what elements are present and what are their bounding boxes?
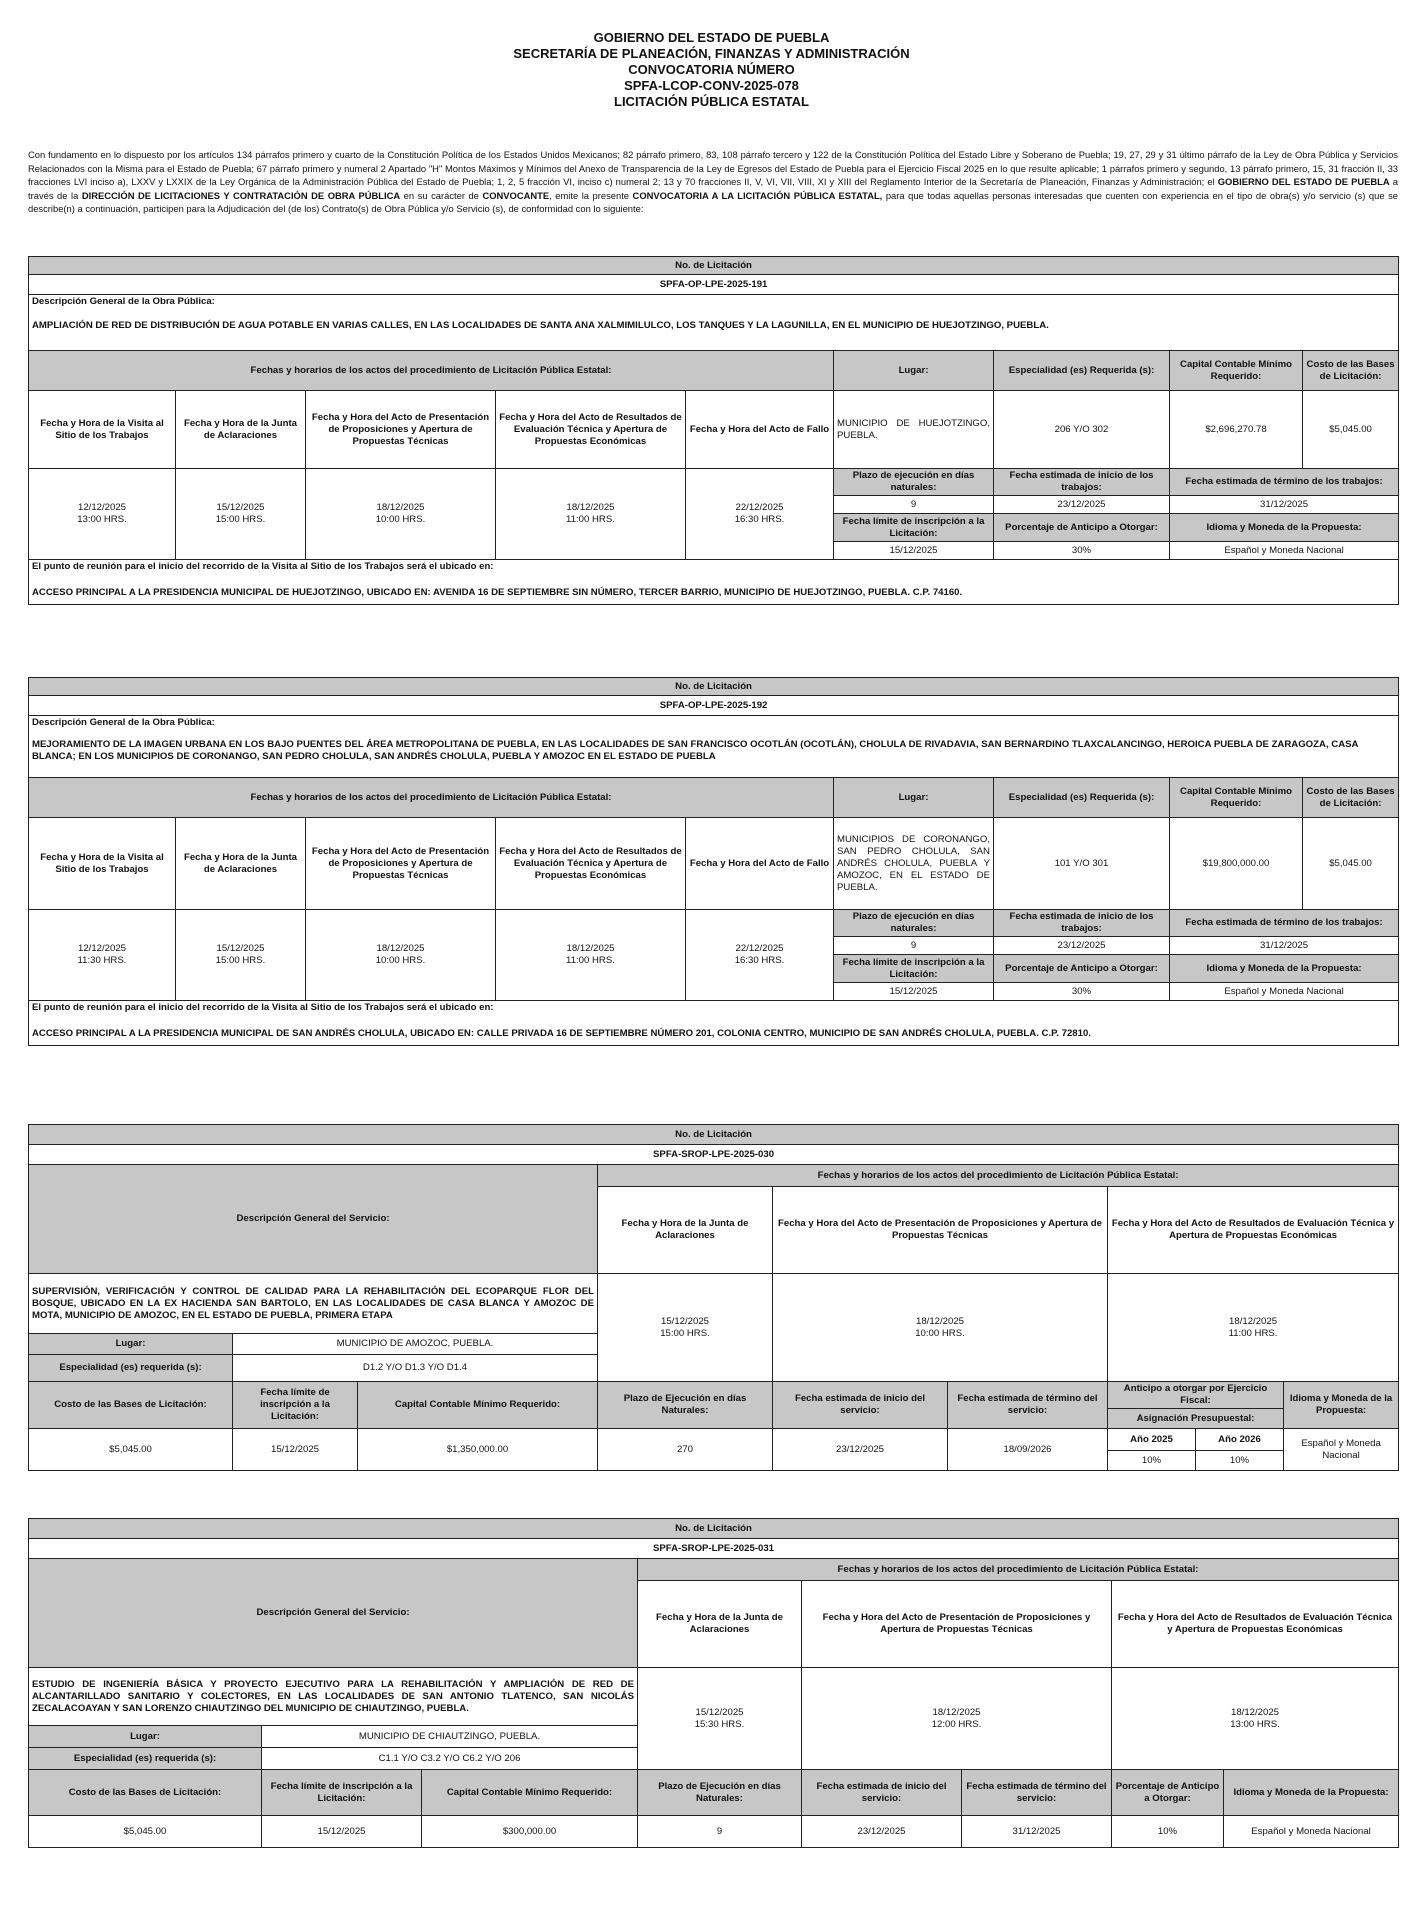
presentacion-date: 18/12/2025 <box>915 1315 964 1327</box>
presentacion-time: 10:00 HRS. <box>915 1327 965 1339</box>
fallo-time: 16:30 HRS. <box>734 514 785 525</box>
presentacion-value <box>306 469 496 560</box>
licitacion-table-192 <box>28 677 1399 1046</box>
resultados-time: 13:00 HRS. <box>1230 1718 1280 1730</box>
fechas-header: Fechas y horarios de los actos del procedimiento de Licitación Pública Estatal: <box>638 1559 1399 1581</box>
lugar-label: Lugar: <box>29 1334 233 1355</box>
anticipo-value: 10% <box>1112 1816 1224 1848</box>
resultados-label: Fecha y Hora del Acto de Resultados de Evaluación Técnica y Apertura de Propuestas Económicas <box>496 818 686 910</box>
costo-value: $5,045.00 <box>29 1429 233 1471</box>
lugar-value: MUNICIPIO DE AMOZOC, PUEBLA. <box>233 1334 598 1355</box>
termino-label: Fecha estimada de término del servicio: <box>962 1770 1112 1816</box>
description-label: Descripción General del Servicio: <box>29 1165 598 1274</box>
capital-label: Capital Contable Mínimo Requerido: <box>358 1382 598 1429</box>
inicio-label: Fecha estimada de inicio de los trabajos: <box>994 910 1170 937</box>
inicio-value: 23/12/2025 <box>994 937 1170 955</box>
fechas-header: Fechas y horarios de los actos del procedimiento de Licitación Pública Estatal: <box>29 351 834 391</box>
plazo-label: Plazo de Ejecución en días Naturales: <box>598 1382 773 1429</box>
presentacion-time: 10:00 HRS. <box>375 514 426 525</box>
idioma-value: Español y Moneda Nacional <box>1284 1429 1399 1471</box>
anticipo-value: 30% <box>994 542 1170 560</box>
anio-2025-label: Año 2025 <box>1108 1429 1196 1451</box>
presentacion-date: 18/12/2025 <box>932 1706 981 1718</box>
punto-reunion-text: ACCESO PRINCIPAL A LA PRESIDENCIA MUNICIPAL DE SAN ANDRÉS CHOLULA, UBICADO EN: CALLE PRIVADA 16 DE SEPTIEMBRE NÚMERO 201, COLONIA CENTRO, MUNICIPIO DE SAN ANDRÉS CHOLULA, PUEBLA. C.P. 72810. <box>32 1028 1091 1039</box>
presentacion-value <box>773 1274 1108 1382</box>
intro-text-2: a través de la <box>28 176 1398 201</box>
intro-bold-3: CONVOCANTE <box>482 189 550 201</box>
description-cell <box>29 295 1399 351</box>
resultados-date: 18/12/2025 <box>566 502 615 513</box>
junta-value <box>638 1668 802 1770</box>
header-convocatoria-label: CONVOCATORIA NÚMERO <box>628 62 795 77</box>
fallo-time: 16:30 HRS. <box>734 955 785 966</box>
presentacion-label: Fecha y Hora del Acto de Presentación de Proposiciones y Apertura de Propuestas Técnicas <box>306 818 496 910</box>
fecha-limite-value: 15/12/2025 <box>834 542 994 560</box>
junta-date: 15/12/2025 <box>216 502 265 513</box>
description-text: MEJORAMIENTO DE LA IMAGEN URBANA EN LOS BAJO PUENTES DEL ÁREA METROPOLITANA DE PUEBLA, EN LAS LOCALIDADES DE SAN FRANCISCO OCOTLÁN (OCOTLÁN), CHOLULA DE RIVADAVIA, SAN BERNARDINO TLAXCALANCINGO, HEROICA PUEBLA DE ZARAGOZA, CASA BLANCA; EN LOS MUNICIPIOS DE CORONANGO, SAN PEDRO CHOLULA, SAN ANDRÉS CHOLULA, PUEBLA Y AMOZOC EN EL ESTADO DE PUEBLA <box>32 739 1359 762</box>
punto-reunion-label: El punto de reunión para el inicio del recorrido de la Visita al Sitio de los Trabajos será el ubicado en: <box>32 561 494 572</box>
resultados-date: 18/12/2025 <box>566 943 615 954</box>
junta-time: 15:30 HRS. <box>694 1718 745 1730</box>
visita-time: 11:30 HRS. <box>77 955 127 966</box>
especialidad-value: C1.1 Y/O C3.2 Y/O C6.2 Y/O 206 <box>262 1748 638 1770</box>
inicio-value: 23/12/2025 <box>994 496 1170 514</box>
intro-text-4: , emite la presente <box>549 189 633 201</box>
junta-value <box>176 469 306 560</box>
idioma-label: Idioma y Moneda de la Propuesta: <box>1224 1770 1399 1816</box>
no-licitacion-label: No. de Licitación <box>29 257 1399 275</box>
costo-bases-label: Costo de las Bases de Licitación: <box>29 1382 233 1429</box>
costo-bases-label: Costo de las Bases de Licitación: <box>1303 778 1399 818</box>
junta-label: Fecha y Hora de la Junta de Aclaraciones <box>176 391 306 469</box>
costo-bases-label: Costo de las Bases de Licitación: <box>1303 351 1399 391</box>
inicio-value: 23/12/2025 <box>802 1816 962 1848</box>
plazo-label: Plazo de Ejecución en días Naturales: <box>638 1770 802 1816</box>
resultados-label: Fecha y Hora del Acto de Resultados de Evaluación Técnica y Apertura de Propuestas Económicas <box>1108 1187 1399 1274</box>
header-secretariat: SECRETARÍA DE PLANEACIÓN, FINANZAS Y ADMINISTRACIÓN <box>513 46 910 61</box>
presentacion-time: 10:00 HRS. <box>375 955 426 966</box>
anticipo-label: Porcentaje de Anticipo a Otorgar: <box>994 955 1170 983</box>
presentacion-label: Fecha y Hora del Acto de Presentación de Proposiciones y Apertura de Propuestas Técnicas <box>306 391 496 469</box>
resultados-value <box>496 469 686 560</box>
header-government: GOBIERNO DEL ESTADO DE PUEBLA <box>593 30 830 45</box>
intro-bold-1: GOBIERNO DEL ESTADO DE PUEBLA <box>1217 176 1390 187</box>
resultados-label: Fecha y Hora del Acto de Resultados de Evaluación Técnica y Apertura de Propuestas Económicas <box>1112 1581 1399 1668</box>
junta-date: 15/12/2025 <box>216 943 265 954</box>
capital-value: $2,696,270.78 <box>1170 391 1303 469</box>
fecha-limite-value: 15/12/2025 <box>262 1816 422 1848</box>
anticipo-2026-value: 10% <box>1196 1451 1284 1471</box>
description-text: AMPLIACIÓN DE RED DE DISTRIBUCIÓN DE AGUA POTABLE EN VARIAS CALLES, EN LAS LOCALIDADES DE SANTA ANA XALMIMILULCO, LOS TANQUES Y LA LAGUNILLA, EN EL MUNICIPIO DE HUEJOTZINGO, PUEBLA. <box>32 320 1049 331</box>
termino-label: Fecha estimada de término de los trabajos: <box>1170 910 1399 937</box>
junta-label: Fecha y Hora de la Junta de Aclaraciones <box>638 1581 802 1668</box>
junta-time: 15:00 HRS. <box>215 514 266 525</box>
lugar-label: Lugar: <box>834 351 994 391</box>
capital-value: $1,350,000.00 <box>358 1429 598 1471</box>
inicio-label: Fecha estimada de inicio de los trabajos: <box>994 469 1170 496</box>
header-convocatoria-number: SPFA-LCOP-CONV-2025-078 <box>624 78 799 93</box>
idioma-label: Idioma y Moneda de la Propuesta: <box>1170 955 1399 983</box>
fecha-limite-label: Fecha límite de inscripción a la Licitación: <box>262 1770 422 1816</box>
asignacion-label: Asignación Presupuestal: <box>1108 1409 1284 1429</box>
fechas-header: Fechas y horarios de los actos del procedimiento de Licitación Pública Estatal: <box>29 778 834 818</box>
presentacion-label: Fecha y Hora del Acto de Presentación de Proposiciones y Apertura de Propuestas Técnicas <box>773 1187 1108 1274</box>
visita-label: Fecha y Hora de la Visita al Sitio de los Trabajos <box>29 818 176 910</box>
capital-value: $19,800,000.00 <box>1170 818 1303 910</box>
anticipo-label: Porcentaje de Anticipo a Otorgar: <box>1112 1770 1224 1816</box>
resultados-time: 11:00 HRS. <box>1228 1327 1278 1339</box>
intro-bold-4: CONVOCATORIA A LA LICITACIÓN PÚBLICA ESTATAL, <box>632 189 883 201</box>
resultados-value <box>1108 1274 1399 1382</box>
fallo-date: 22/12/2025 <box>735 943 784 954</box>
especialidad-label: Especialidad (es) Requerida (s): <box>994 351 1170 391</box>
plazo-value: 9 <box>834 937 994 955</box>
fallo-date: 22/12/2025 <box>735 502 784 513</box>
resultados-value <box>496 910 686 1001</box>
fecha-limite-value: 15/12/2025 <box>233 1429 358 1471</box>
plazo-label: Plazo de ejecución en días naturales: <box>834 469 994 496</box>
licitacion-table-030 <box>28 1124 1399 1471</box>
fecha-limite-label: Fecha límite de inscripción a la Licitación: <box>834 514 994 542</box>
plazo-value: 270 <box>598 1429 773 1471</box>
anio-2026-label: Año 2026 <box>1196 1429 1284 1451</box>
fallo-value <box>686 469 834 560</box>
description-label: Descripción General de la Obra Pública: <box>32 717 215 728</box>
visita-date: 12/12/2025 <box>77 943 126 954</box>
fallo-label: Fecha y Hora del Acto de Fallo <box>686 818 834 910</box>
resultados-time: 11:00 HRS. <box>566 514 615 525</box>
junta-date: 15/12/2025 <box>695 1706 744 1718</box>
costo-value: $5,045.00 <box>1303 391 1399 469</box>
termino-label: Fecha estimada de término de los trabajos: <box>1170 469 1399 496</box>
especialidad-value: 206 Y/O 302 <box>994 391 1170 469</box>
anticipo-label: Porcentaje de Anticipo a Otorgar: <box>994 514 1170 542</box>
licitacion-table-031 <box>28 1518 1399 1848</box>
capital-label: Capital Contable Mínimo Requerido: <box>422 1770 638 1816</box>
junta-time: 15:00 HRS. <box>660 1327 710 1339</box>
fecha-limite-label: Fecha límite de inscripción a la Licitación: <box>233 1382 358 1429</box>
anticipo-ejercicio-label: Anticipo a otorgar por Ejercicio Fiscal: <box>1108 1382 1284 1409</box>
no-licitacion-label: No. de Licitación <box>29 1519 1399 1539</box>
intro-bold-2: DIRECCIÓN DE LICITACIONES Y CONTRATACIÓN DE OBRA PÚBLICA <box>81 189 401 201</box>
capital-label: Capital Contable Mínimo Requerido: <box>1170 778 1303 818</box>
plazo-label: Plazo de ejecución en días naturales: <box>834 910 994 937</box>
resultados-time: 11:00 HRS. <box>566 955 615 966</box>
lugar-value: MUNICIPIO DE HUEJOTZINGO, PUEBLA. <box>834 391 994 469</box>
fecha-limite-value: 15/12/2025 <box>834 983 994 1001</box>
capital-value: $300,000.00 <box>422 1816 638 1848</box>
punto-reunion-label: El punto de reunión para el inicio del recorrido de la Visita al Sitio de los Trabajos será el ubicado en: <box>32 1002 494 1013</box>
fallo-label: Fecha y Hora del Acto de Fallo <box>686 391 834 469</box>
description-label: Descripción General del Servicio: <box>29 1559 638 1668</box>
document-header <box>0 30 1423 110</box>
termino-value: 31/12/2025 <box>1170 496 1399 514</box>
idioma-label: Idioma y Moneda de la Propuesta: <box>1170 514 1399 542</box>
licitacion-number: SPFA-SROP-LPE-2025-030 <box>29 1145 1399 1165</box>
resultados-label: Fecha y Hora del Acto de Resultados de Evaluación Técnica y Apertura de Propuestas Económicas <box>496 391 686 469</box>
presentacion-date: 18/12/2025 <box>376 502 425 513</box>
visita-value <box>29 469 176 560</box>
costo-value: $5,045.00 <box>1303 818 1399 910</box>
idioma-label: Idioma y Moneda de la Propuesta: <box>1284 1382 1399 1429</box>
visita-value <box>29 910 176 1001</box>
junta-value <box>176 910 306 1001</box>
visita-time: 13:00 HRS. <box>77 514 127 525</box>
description-cell <box>29 716 1399 778</box>
presentacion-time: 12:00 HRS. <box>931 1718 982 1730</box>
lugar-label: Lugar: <box>834 778 994 818</box>
inicio-label: Fecha estimada de inicio del servicio: <box>773 1382 948 1429</box>
especialidad-label: Especialidad (es) requerida (s): <box>29 1748 262 1770</box>
punto-reunion-text: ACCESO PRINCIPAL A LA PRESIDENCIA MUNICIPAL DE HUEJOTZINGO, UBICADO EN: AVENIDA 16 DE SEPTIEMBRE SIN NÚMERO, TERCER BARRIO, MUNICIPIO DE HUEJOTZINGO, PUEBLA. C.P. 74160. <box>32 587 963 598</box>
description-label: Descripción General de la Obra Pública: <box>32 296 215 307</box>
termino-value: 18/09/2026 <box>948 1429 1108 1471</box>
idioma-value: Español y Moneda Nacional <box>1170 983 1399 1001</box>
especialidad-label: Especialidad (es) Requerida (s): <box>994 778 1170 818</box>
presentacion-date: 18/12/2025 <box>376 943 425 954</box>
costo-value: $5,045.00 <box>29 1816 262 1848</box>
intro-text-5: para que todas aquellas personas interesadas que cuenten con experiencia en el tipo de obra(s) y/o servicio (s) que se describe(n) a continuación, participen para la Adjudicación del (de los) Contrato(s) de Obra Pública y/o Servicio (s), de conformidad con lo siguiente: <box>28 189 1398 214</box>
presentacion-value <box>306 910 496 1001</box>
licitacion-number: SPFA-OP-LPE-2025-192 <box>29 696 1399 716</box>
especialidad-value: 101 Y/O 301 <box>994 818 1170 910</box>
inicio-label: Fecha estimada de inicio del servicio: <box>802 1770 962 1816</box>
termino-value: 31/12/2025 <box>962 1816 1112 1848</box>
lugar-value: MUNICIPIOS DE CORONANGO, SAN PEDRO CHOLULA, SAN ANDRÉS CHOLULA, PUEBLA Y AMOZOC, EN EL ESTADO DE PUEBLA. <box>834 818 994 910</box>
termino-label: Fecha estimada de término del servicio: <box>948 1382 1108 1429</box>
especialidad-value: D1.2 Y/O D1.3 Y/O D1.4 <box>233 1355 598 1382</box>
intro-text-1: Con fundamento en lo dispuesto por los artículos 134 párrafos primero y cuarto de la Constitución Política de los Estados Unidos Mexicanos; 82 párrafo primero, 83, 108 párrafo tercero y 122 de la Constitución Política del Estado Libre y Soberano de Puebla; 19, 27, 29 y 31 último párrafo de la Ley de Obra Pública y Servicios Relacionados con la Misma para el Estado de Puebla; 67 párrafo primero y numeral 2 Apartado "H" Montos Máximos y Mínimos del Anexo de Transparencia de la Ley de Egresos del Estado de Puebla para el Ejercicio Fiscal 2025 en lo que resulte aplicable; 1 párrafos primero y segundo, 13 párrafo primero, 15, 31 fracción II, 33 fracciones LVI inciso a), LXXV y LXXIX de la Ley Orgánica de la Administración Pública del Estado de Puebla; 1, 2, 5 fracción VI, inciso c) numeral 2; 13 y 70 fracciones II, V, VI, VII, VIII, XI y XIII del Reglamento Interior de la Secretaría de Planeación, Finanzas y Administración; el <box>28 149 1398 187</box>
licitacion-table-191 <box>28 256 1399 605</box>
junta-date: 15/12/2025 <box>660 1315 709 1327</box>
lugar-value: MUNICIPIO DE CHIAUTZINGO, PUEBLA. <box>262 1726 638 1748</box>
presentacion-label: Fecha y Hora del Acto de Presentación de Proposiciones y Apertura de Propuestas Técnicas <box>802 1581 1112 1668</box>
header-licitacion-type: LICITACIÓN PÚBLICA ESTATAL <box>614 94 809 109</box>
plazo-value: 9 <box>638 1816 802 1848</box>
fallo-value <box>686 910 834 1001</box>
lugar-label: Lugar: <box>29 1726 262 1748</box>
punto-reunion-cell <box>29 1001 1399 1046</box>
inicio-value: 23/12/2025 <box>773 1429 948 1471</box>
resultados-date: 18/12/2025 <box>1229 1315 1278 1327</box>
junta-time: 15:00 HRS. <box>215 955 266 966</box>
description-text: ESTUDIO DE INGENIERÍA BÁSICA Y PROYECTO EJECUTIVO PARA LA REHABILITACIÓN Y AMPLIACIÓN DE RED DE ALCANTARILLADO SANITARIO Y COLECTORES, EN LAS LOCALIDADES DE SAN ANTONIO TLATENCO, SAN NICOLÁS ZECALACOAYAN Y SAN LORENZO CHIAUTZINGO DEL MUNICIPIO DE CHIAUTZINGO, PUEBLA. <box>29 1668 638 1726</box>
punto-reunion-cell <box>29 560 1399 605</box>
anticipo-2025-value: 10% <box>1108 1451 1196 1471</box>
no-licitacion-label: No. de Licitación <box>29 678 1399 696</box>
licitacion-number: SPFA-OP-LPE-2025-191 <box>29 275 1399 295</box>
intro-paragraph <box>28 148 1398 216</box>
termino-value: 31/12/2025 <box>1170 937 1399 955</box>
intro-text-3: en su carácter de <box>400 189 483 201</box>
junta-value <box>598 1274 773 1382</box>
costo-bases-label: Costo de las Bases de Licitación: <box>29 1770 262 1816</box>
idioma-value: Español y Moneda Nacional <box>1170 542 1399 560</box>
licitacion-number: SPFA-SROP-LPE-2025-031 <box>29 1539 1399 1559</box>
description-text: SUPERVISIÓN, VERIFICACIÓN Y CONTROL DE CALIDAD PARA LA REHABILITACIÓN DEL ECOPARQUE FLOR DEL BOSQUE, UBICADO EN LA EX HACIENDA SAN BARTOLO, EN LAS LOCALIDADES DE CASA BLANCA Y AMOZOC DE MOTA, MUNICIPIO DE AMOZOC, EN EL ESTADO DE PUEBLA, PRIMERA ETAPA <box>29 1274 598 1334</box>
resultados-date: 18/12/2025 <box>1231 1706 1280 1718</box>
plazo-value: 9 <box>834 496 994 514</box>
anticipo-value: 30% <box>994 983 1170 1001</box>
visita-label: Fecha y Hora de la Visita al Sitio de los Trabajos <box>29 391 176 469</box>
resultados-value <box>1112 1668 1399 1770</box>
idioma-value: Español y Moneda Nacional <box>1224 1816 1399 1848</box>
junta-label: Fecha y Hora de la Junta de Aclaraciones <box>176 818 306 910</box>
capital-label: Capital Contable Mínimo Requerido: <box>1170 351 1303 391</box>
presentacion-value <box>802 1668 1112 1770</box>
especialidad-label: Especialidad (es) requerida (s): <box>29 1355 233 1382</box>
fecha-limite-label: Fecha límite de inscripción a la Licitación: <box>834 955 994 983</box>
no-licitacion-label: No. de Licitación <box>29 1125 1399 1145</box>
visita-date: 12/12/2025 <box>77 502 126 513</box>
fechas-header: Fechas y horarios de los actos del procedimiento de Licitación Pública Estatal: <box>598 1165 1399 1187</box>
junta-label: Fecha y Hora de la Junta de Aclaraciones <box>598 1187 773 1274</box>
